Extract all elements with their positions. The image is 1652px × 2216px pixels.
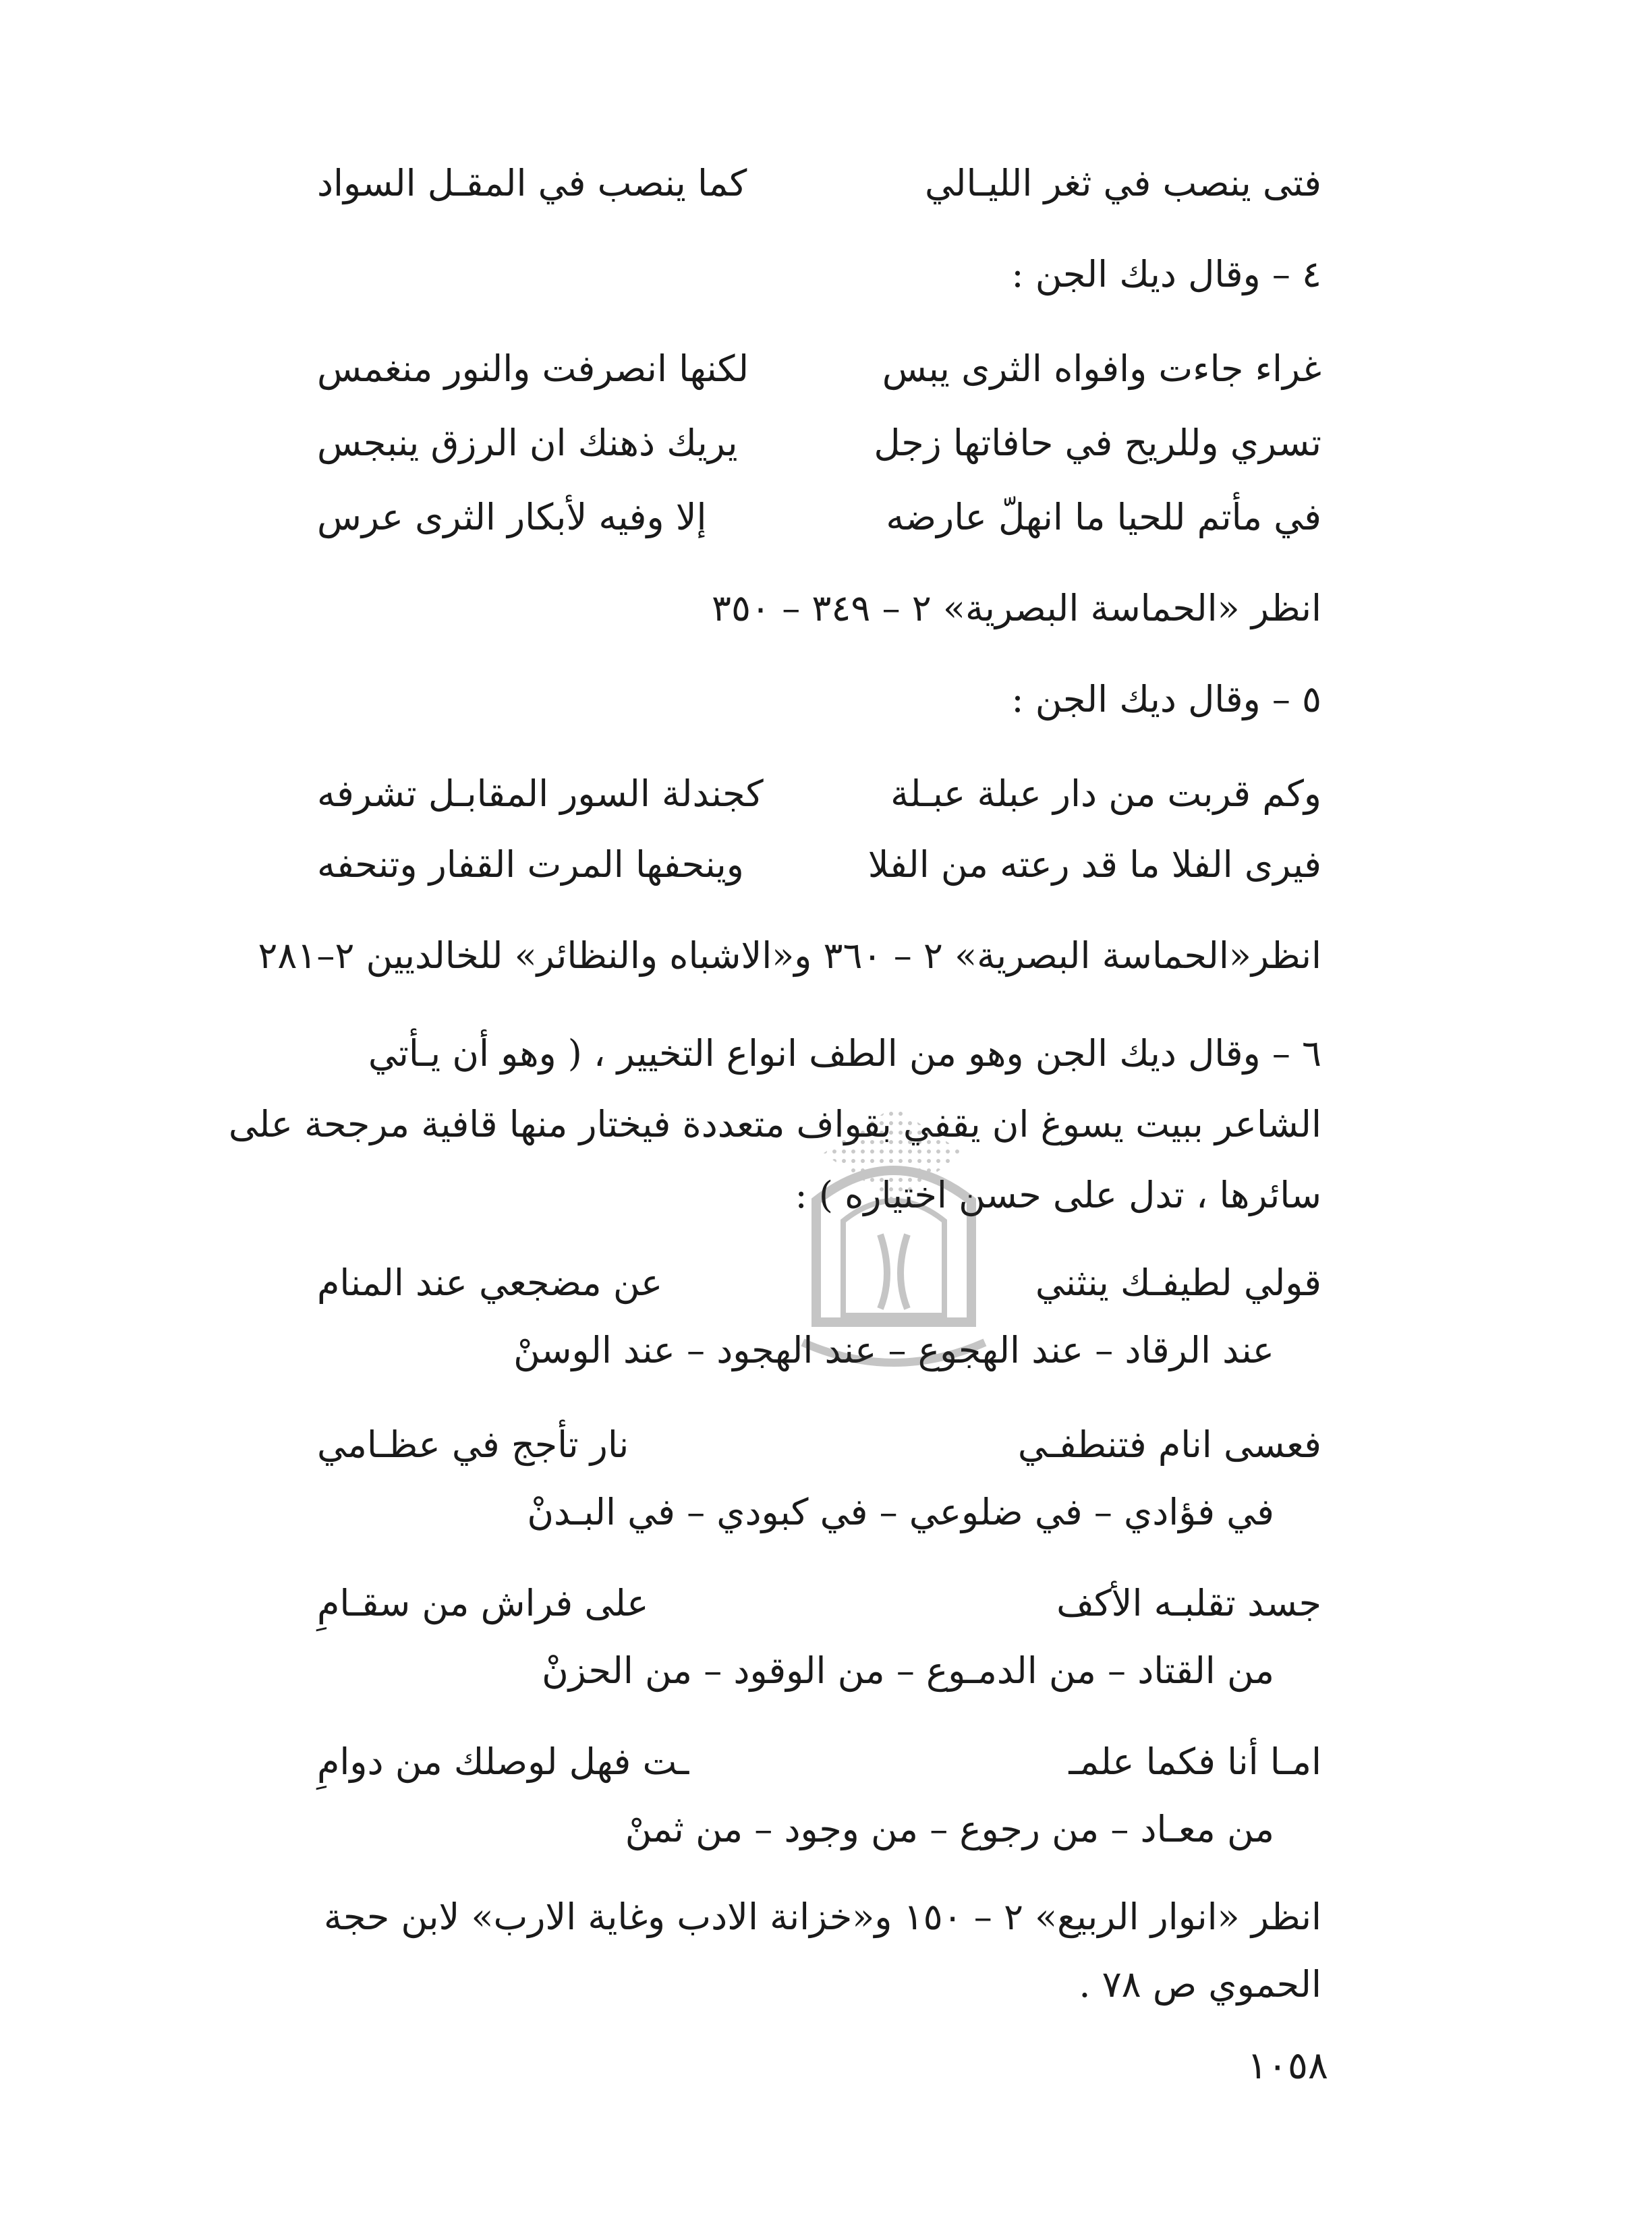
hemistich-right: في مأتم للحيا ما انهلّ عارضه: [886, 496, 1321, 538]
hemistich-left: كما ينصب في المقـل السواد: [317, 162, 747, 204]
reference-note: انظر «انوار الربيع» ٢ – ١٥٠ و«خزانة الادب وغاية الارب» لابن حجة: [324, 1896, 1321, 1938]
hemistich-left: على فراش من سقـامِ: [317, 1582, 649, 1624]
hemistich-left: عن مضجعي عند المنام: [317, 1261, 663, 1304]
hemistich-right: فعسى انام فتنطفـي: [1017, 1423, 1321, 1466]
rhyme-options: عند الرقاد – عند الهجوع – عند الهجود – عند الوسنْ: [513, 1329, 1274, 1371]
verse-line: [0, 496, 1652, 546]
watermark-logo: [735, 1100, 1052, 1417]
verse-line: [0, 1423, 1652, 1474]
reference-note: الحموي ص ٧٨ .: [1079, 1963, 1321, 2006]
rhyme-options: من القتاد – من الدمـوع – من الوقود – من الحزنْ: [542, 1649, 1274, 1692]
hemistich-right: فتى ينصب في ثغر الليـالي: [924, 162, 1321, 204]
verse-line: [0, 162, 1652, 212]
reference-note: انظر «الحماسة البصرية» ٢ – ٣٤٩ – ٣٥٠: [712, 587, 1321, 629]
reference-note: انظر«الحماسة البصرية» ٢ – ٣٦٠ و«الاشباه والنظائر» للخالديين ٢–٢٨١: [258, 934, 1321, 977]
hemistich-left: لكنها انصرفت والنور منغمس: [317, 347, 749, 390]
hemistich-left: كجندلة السور المقابـل تشرفه: [317, 772, 764, 815]
verse-line: [0, 843, 1652, 894]
verse-line: [0, 772, 1652, 823]
hemistich-left: نار تأجج في عظـامي: [317, 1423, 629, 1466]
hemistich-left: إلا وفيه لأبكار الثرى عرس: [317, 496, 707, 538]
paragraph-line: الشاعر ببيت يسوغ ان يقفي بقواف متعددة فيختار منها قافية مرجحة على: [228, 1103, 1321, 1145]
hemistich-left: ـت فهل لوصلك من دوامِ: [317, 1740, 689, 1783]
hemistich-left: وينحفها المرت القفار وتنحفه: [317, 843, 744, 886]
page-number: ١٠٥٨: [1247, 2044, 1328, 2088]
section-heading-5: ٥ – وقال ديك الجن :: [1011, 678, 1321, 720]
hemistich-right: فيرى الفلا ما قد رعته من الفلا: [867, 843, 1321, 886]
hemistich-right: وكم قربت من دار عبلة عبـلة: [890, 772, 1321, 815]
hemistich-right: قولي لطيفـك ينثني: [1035, 1261, 1321, 1304]
section-heading-4: ٤ – وقال ديك الجن :: [1011, 253, 1321, 295]
rhyme-options: في فؤادي – في ضلوعي – في كبودي – في البـدنْ: [527, 1491, 1274, 1533]
verse-line: [0, 422, 1652, 472]
verse-line: [0, 1582, 1652, 1632]
hemistich-right: غراء جاءت وافواه الثرى يبس: [882, 347, 1321, 390]
paragraph-line: سائرها ، تدل على حسن اختياره ) :: [795, 1174, 1321, 1216]
verse-line: [0, 347, 1652, 398]
paragraph-line: ٦ – وقال ديك الجن وهو من الطف انواع التخيير ، ( وهو أن يـأتي: [368, 1032, 1321, 1075]
hemistich-right: جسد تقلبـه الأكف: [1056, 1582, 1321, 1624]
hemistich-right: تسري وللريح في حافاتها زجل: [874, 422, 1321, 464]
verse-line: [0, 1740, 1652, 1791]
hemistich-right: امـا أنا فكما علمـ: [1069, 1740, 1321, 1783]
rhyme-options: من معـاد – من رجوع – من وجود – من ثمنْ: [625, 1808, 1274, 1850]
hemistich-left: يريك ذهنك ان الرزق ينبجس: [317, 422, 738, 464]
